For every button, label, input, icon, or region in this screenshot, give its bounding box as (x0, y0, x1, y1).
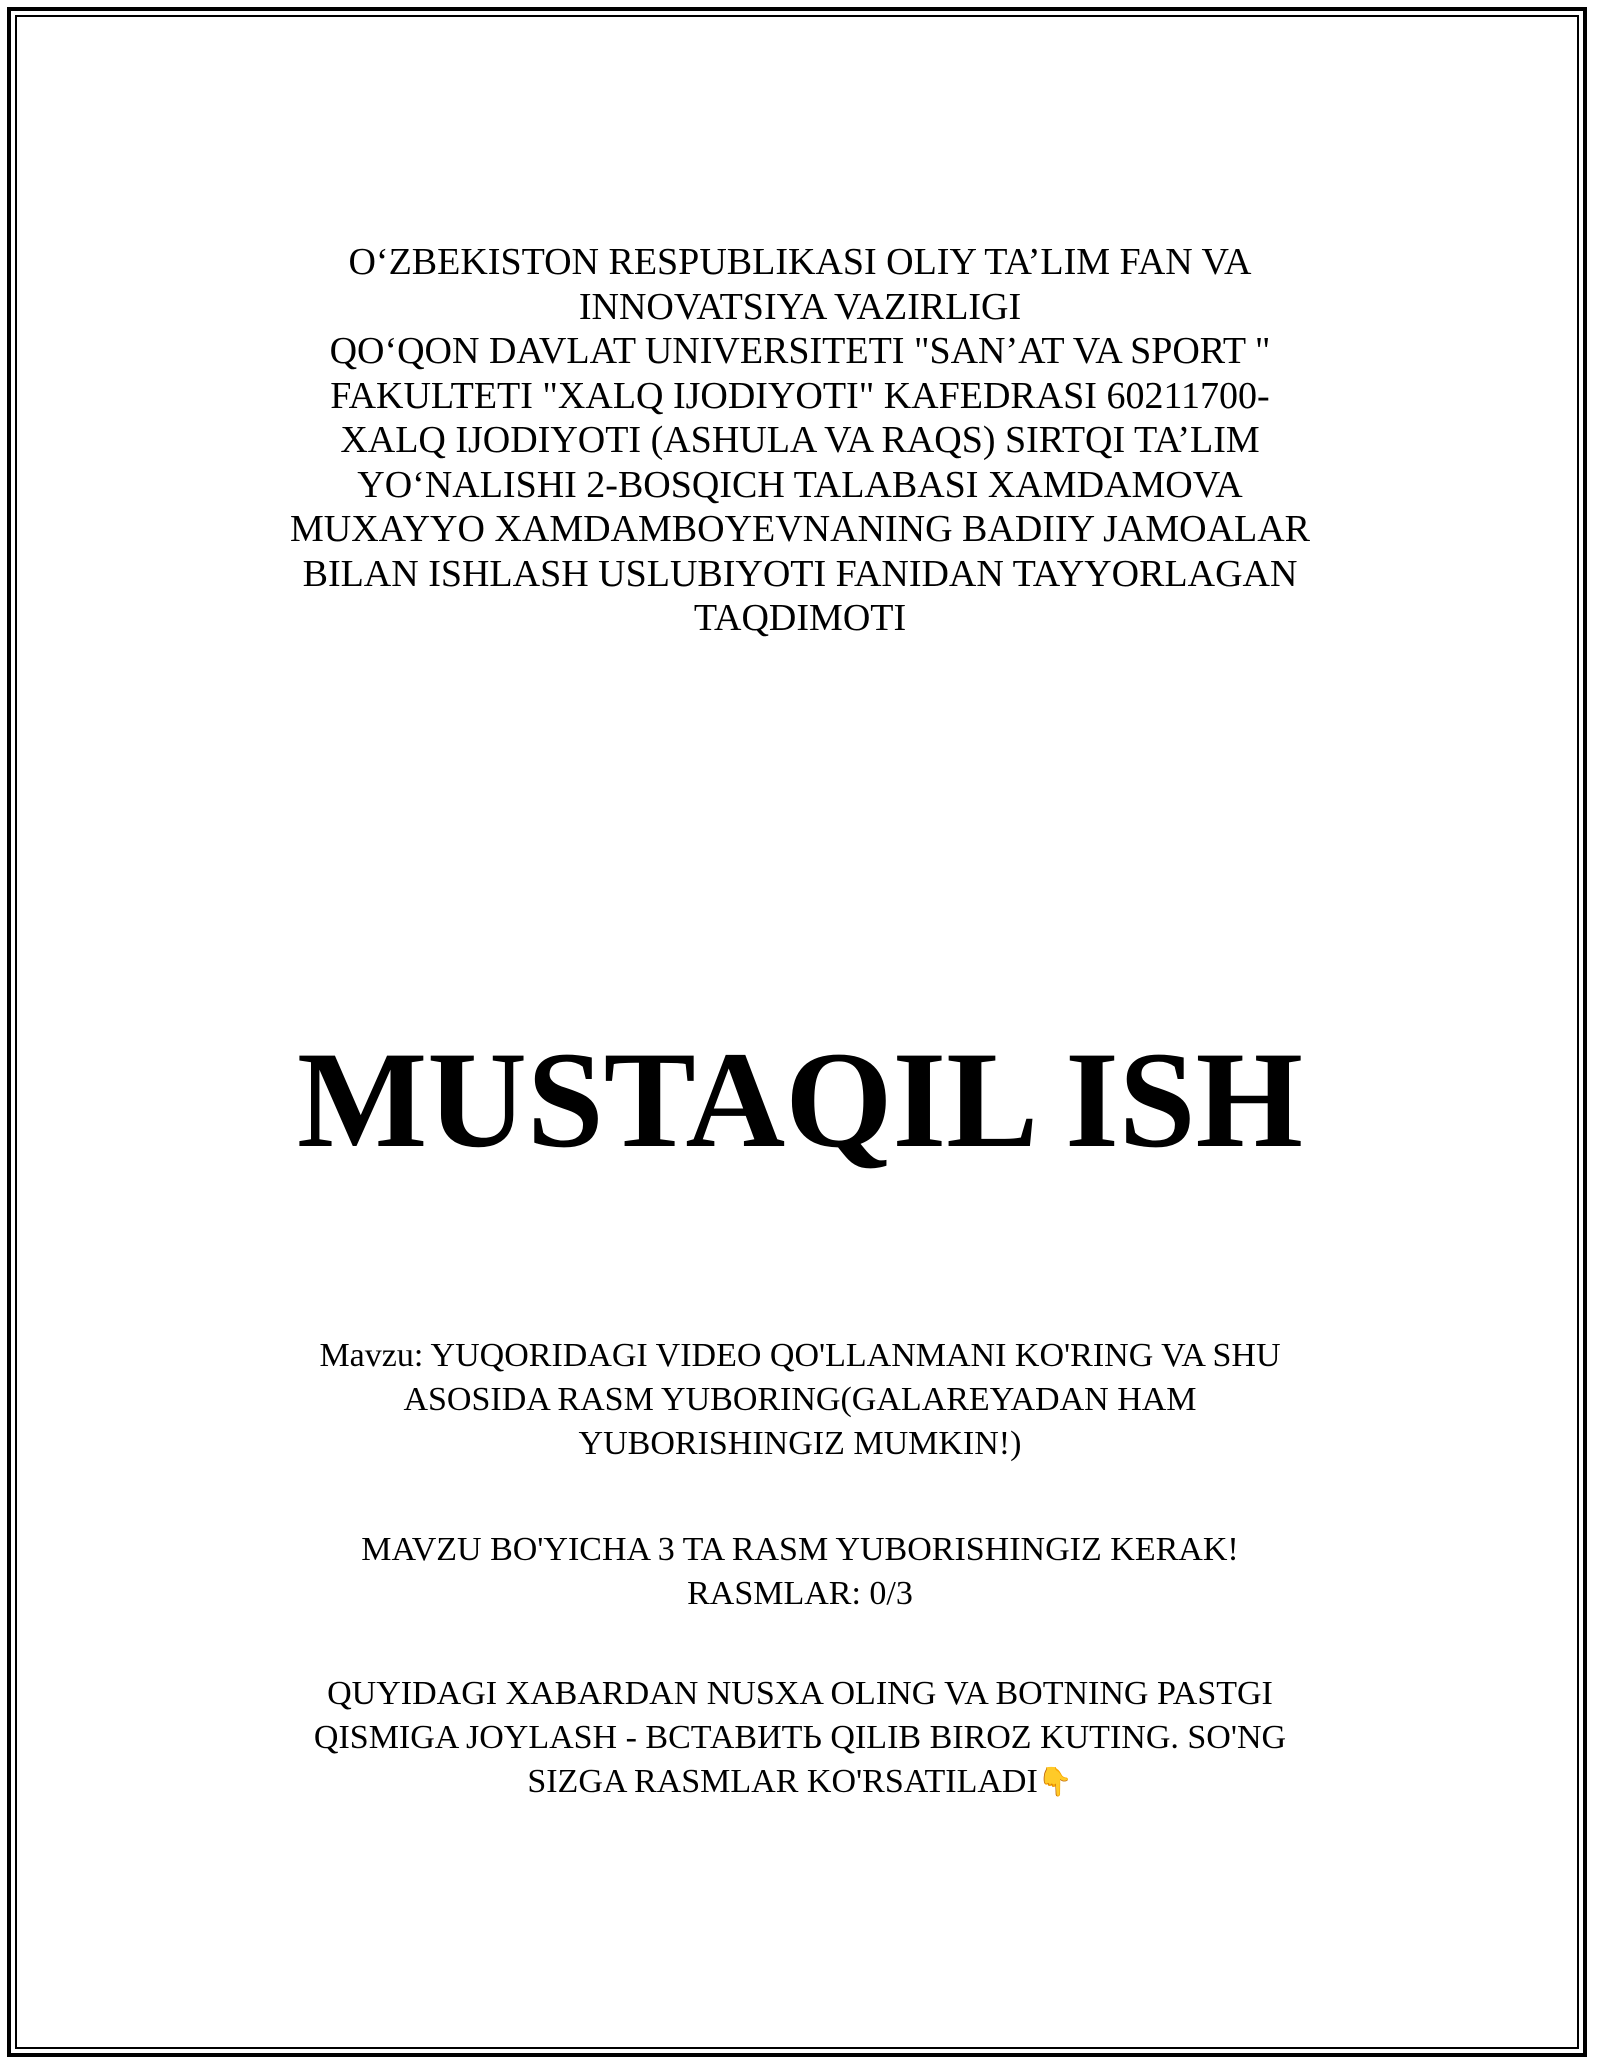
header-line: XALQ IJODIYOTI (ASHULA VA RAQS) SIRTQI TA’LIM (340, 419, 1260, 461)
topic-line: ASOSIDA RASM YUBORING(GALAREYADAN HAM (403, 1381, 1197, 1418)
header-line: BILAN ISHLASH USLUBIYOTI FANIDAN TAYYORLAGAN (302, 552, 1298, 595)
header-line: YO‘NALISHI 2-BOSQICH TALABASI XAMDAMOVA (357, 463, 1243, 506)
instruction-line: QISMIGA JOYLASH - ВСТАВИТЬ QILIB BIROZ KUTING. SO'NG (313, 1719, 1287, 1756)
document-title: MUSTAQIL ISH (297, 1023, 1303, 1176)
requirement-line: MAVZU BO'YICHA 3 TA RASM YUBORISHINGIZ KERAK! (361, 1531, 1239, 1568)
topic-block (200, 1334, 1400, 1466)
topic-line: Mavzu: YUQORIDAGI VIDEO QO'LLANMANI KO'RING VA SHU (319, 1337, 1281, 1374)
header-line: INNOVATSIYA VAZIRLIGI (578, 285, 1022, 328)
header-line: FAKULTETI "XALQ IJODIYOTI" KAFEDRASI 60211700- (330, 374, 1270, 417)
topic-line: YUBORISHINGIZ MUMKIN!) (578, 1425, 1022, 1462)
pointing-down-hand-icon: 👇 (1037, 1765, 1073, 1798)
instruction-line: QUYIDAGI XABARDAN NUSXA OLING VA BOTNING PASTGI (327, 1675, 1273, 1712)
instruction-line-last (200, 1760, 1400, 1804)
institution-header (200, 240, 1400, 641)
header-line: O‘ZBEKISTON RESPUBLIKASI OLIY TA’LIM FAN VA (348, 241, 1252, 283)
instruction-line-text: SIZGA RASMLAR KO'RSATILADI (527, 1763, 1038, 1800)
header-line: MUXAYYO XAMDAMBOYEVNANING BADIIY JAMOALAR (289, 508, 1311, 550)
requirement-block (200, 1528, 1400, 1616)
header-line: TAQDIMOTI (693, 597, 907, 639)
header-line: QO‘QON DAVLAT UNIVERSITETI "SAN’AT VA SPORT " (329, 330, 1271, 372)
instruction-block (200, 1672, 1400, 1804)
images-counter: RASMLAR: 0/3 (687, 1575, 913, 1612)
